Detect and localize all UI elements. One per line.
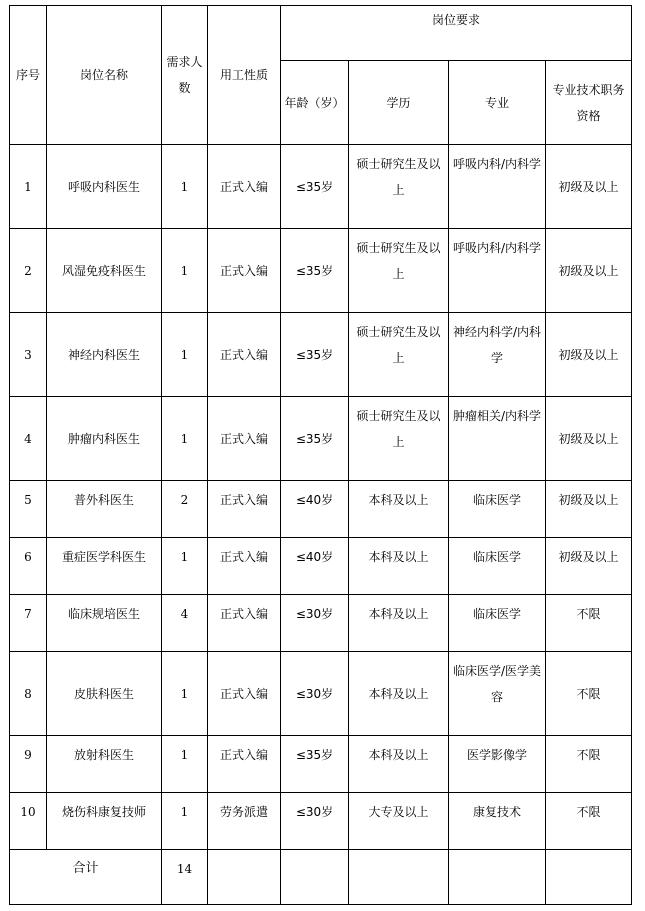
cell-position: 临床规培医生 [47,595,162,652]
empty-cell [208,850,281,905]
cell-education: 硕士研究生及以上 [349,229,449,313]
header-employment: 用工性质 [208,6,281,145]
cell-major: 神经内科学/内科学 [449,313,546,397]
cell-qualification: 不限 [546,736,632,793]
empty-cell [349,850,449,905]
cell-education: 硕士研究生及以上 [349,313,449,397]
cell-major: 呼吸内科/内科学 [449,229,546,313]
cell-education: 硕士研究生及以上 [349,145,449,229]
cell-position: 神经内科医生 [47,313,162,397]
header-requirements: 岗位要求 [281,6,632,61]
cell-seq: 5 [10,481,47,538]
cell-major: 医学影像学 [449,736,546,793]
cell-position: 风湿免疫科医生 [47,229,162,313]
cell-age: ≤30岁 [281,595,349,652]
cell-employment: 正式入编 [208,145,281,229]
cell-position: 呼吸内科医生 [47,145,162,229]
table-row [10,736,632,793]
cell-education: 本科及以上 [349,595,449,652]
cell-count: 1 [162,397,208,481]
cell-education: 本科及以上 [349,652,449,736]
cell-employment: 正式入编 [208,229,281,313]
cell-position: 烧伤科康复技师 [47,793,162,850]
cell-seq: 6 [10,538,47,595]
table-row [10,313,632,397]
cell-qualification: 初级及以上 [546,313,632,397]
total-count: 14 [162,850,208,905]
cell-age: ≤35岁 [281,397,349,481]
cell-count: 2 [162,481,208,538]
cell-count: 1 [162,793,208,850]
cell-age: ≤35岁 [281,229,349,313]
cell-seq: 10 [10,793,47,850]
cell-qualification: 不限 [546,652,632,736]
cell-qualification: 初级及以上 [546,538,632,595]
table-row [10,481,632,538]
cell-seq: 2 [10,229,47,313]
table-row [10,397,632,481]
header-age: 年龄（岁） [281,61,349,145]
cell-major: 肿瘤相关/内科学 [449,397,546,481]
header-major: 专业 [449,61,546,145]
cell-employment: 劳务派遣 [208,793,281,850]
cell-major: 临床医学 [449,595,546,652]
cell-major: 康复技术 [449,793,546,850]
cell-age: ≤35岁 [281,145,349,229]
empty-cell [449,850,546,905]
table-row [10,595,632,652]
cell-age: ≤30岁 [281,652,349,736]
cell-position: 放射科医生 [47,736,162,793]
cell-position: 皮肤科医生 [47,652,162,736]
cell-seq: 8 [10,652,47,736]
cell-major: 临床医学/医学美容 [449,652,546,736]
header-position: 岗位名称 [47,6,162,145]
cell-position: 普外科医生 [47,481,162,538]
cell-employment: 正式入编 [208,538,281,595]
total-label: 合计 [10,850,162,905]
table-row [10,145,632,229]
cell-qualification: 初级及以上 [546,145,632,229]
cell-count: 1 [162,145,208,229]
cell-education: 硕士研究生及以上 [349,397,449,481]
cell-age: ≤30岁 [281,793,349,850]
cell-count: 1 [162,736,208,793]
cell-seq: 3 [10,313,47,397]
cell-qualification: 不限 [546,595,632,652]
cell-qualification: 不限 [546,793,632,850]
header-qualification: 专业技术职务资格 [546,61,632,145]
table-row [10,793,632,850]
empty-cell [281,850,349,905]
total-row [10,850,632,905]
table-row [10,229,632,313]
cell-seq: 7 [10,595,47,652]
header-seq: 序号 [10,6,47,145]
cell-age: ≤35岁 [281,736,349,793]
cell-major: 呼吸内科/内科学 [449,145,546,229]
cell-qualification: 初级及以上 [546,397,632,481]
cell-seq: 9 [10,736,47,793]
cell-qualification: 初级及以上 [546,481,632,538]
cell-education: 本科及以上 [349,538,449,595]
table-row [10,652,632,736]
cell-count: 1 [162,313,208,397]
cell-employment: 正式入编 [208,595,281,652]
cell-count: 1 [162,538,208,595]
cell-seq: 1 [10,145,47,229]
cell-position: 重症医学科医生 [47,538,162,595]
empty-cell [546,850,632,905]
cell-employment: 正式入编 [208,313,281,397]
cell-education: 本科及以上 [349,736,449,793]
header-row-1 [10,6,632,61]
cell-qualification: 初级及以上 [546,229,632,313]
cell-employment: 正式入编 [208,397,281,481]
recruitment-table [9,5,632,905]
cell-age: ≤40岁 [281,538,349,595]
cell-count: 4 [162,595,208,652]
cell-age: ≤40岁 [281,481,349,538]
cell-employment: 正式入编 [208,481,281,538]
header-education: 学历 [349,61,449,145]
cell-major: 临床医学 [449,481,546,538]
header-count: 需求人数 [162,6,208,145]
cell-employment: 正式入编 [208,736,281,793]
cell-employment: 正式入编 [208,652,281,736]
cell-education: 大专及以上 [349,793,449,850]
cell-position: 肿瘤内科医生 [47,397,162,481]
cell-count: 1 [162,229,208,313]
cell-count: 1 [162,652,208,736]
cell-age: ≤35岁 [281,313,349,397]
cell-seq: 4 [10,397,47,481]
table-row [10,538,632,595]
cell-major: 临床医学 [449,538,546,595]
cell-education: 本科及以上 [349,481,449,538]
